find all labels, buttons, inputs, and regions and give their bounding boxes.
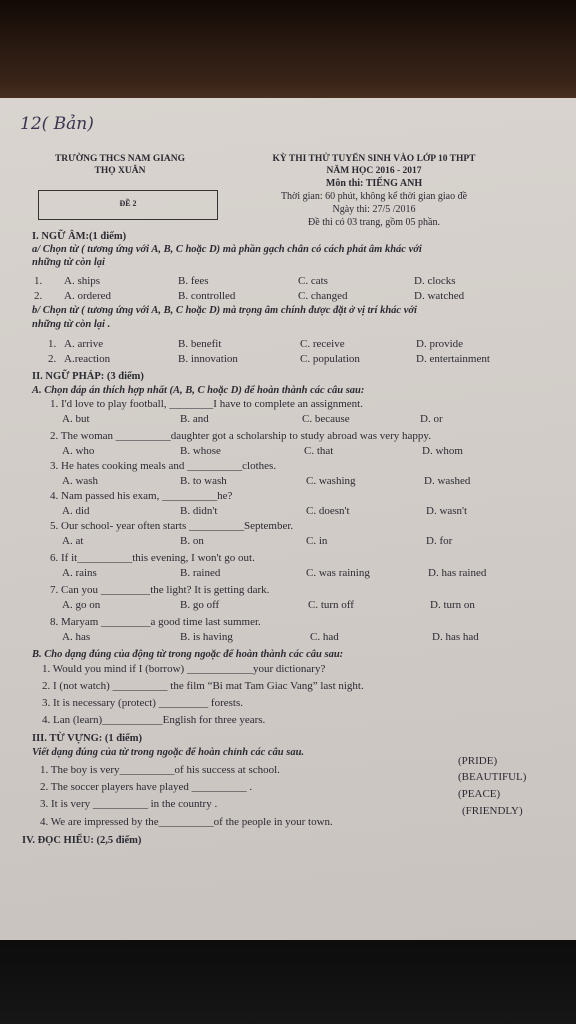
section-3-instruction: Viết dạng đúng của từ trong ngoặc để hoàn chỉnh các câu sau. <box>32 747 305 758</box>
option-a: A. wash <box>62 475 99 487</box>
answer-row <box>0 567 576 581</box>
option-c: C. that <box>304 445 334 457</box>
answer-row <box>0 505 576 519</box>
option-a: A. rains <box>62 567 97 579</box>
option-d: D. clocks <box>414 275 456 287</box>
option-c: C. turn off <box>308 599 354 611</box>
answer-row <box>0 475 576 489</box>
option-c: C. receive <box>300 338 345 350</box>
list-item: 2. The soccer players have played __________ . <box>40 781 253 793</box>
question-text: 5. Our school- year often starts __________September. <box>50 520 294 532</box>
question-row <box>0 338 576 352</box>
answer-row <box>0 535 576 549</box>
question-text: 6. If it__________this evening, I won't go out. <box>50 552 255 564</box>
option-a: A. at <box>62 535 84 547</box>
option-c: C. population <box>300 353 360 365</box>
option-a: A. but <box>62 413 90 425</box>
exam-code-box <box>38 190 218 220</box>
question-number: 2. <box>34 290 43 302</box>
option-c: C. changed <box>298 290 348 302</box>
exam-paper <box>0 98 576 940</box>
option-b: B. whose <box>180 445 221 457</box>
question-text: 3. He hates cooking meals and __________clothes. <box>50 460 277 472</box>
section-2b-instruction: B. Cho dạng đúng của động từ trong ngoặc để hoàn thành các câu sau: <box>32 649 344 660</box>
exam-subject: Môn thi: TIẾNG ANH <box>325 178 423 189</box>
list-item: 2. I (not watch) __________ the film “Bi mat Tam Giac Vang” last night. <box>42 680 364 692</box>
option-c: C. was raining <box>306 567 370 579</box>
section-2a-instruction: A. Chọn đáp án thích hợp nhất (A, B, C hoặc D) để hoàn thành các câu sau: <box>32 385 365 396</box>
section-4-title: IV. ĐỌC HIỂU: (2,5 điểm) <box>22 835 142 846</box>
word-hint: (PEACE) <box>458 788 501 800</box>
school-name: TRƯỜNG THCS NAM GIANG <box>54 154 186 164</box>
option-b: B. rained <box>180 567 221 579</box>
option-b: B. didn't <box>180 505 218 517</box>
option-b: B. go off <box>180 599 220 611</box>
exam-pages: Đề thi có 03 trang, gồm 05 phần. <box>308 217 440 228</box>
option-a: A. has <box>62 631 91 643</box>
question-text: 2. The woman __________daughter got a scholarship to study abroad was very happy. <box>50 430 431 442</box>
question-text: 4. Nam passed his exam, __________he? <box>50 490 233 502</box>
option-b: B. controlled <box>178 290 236 302</box>
option-c: C. doesn't <box>306 505 350 517</box>
option-a: A. ships <box>64 275 101 287</box>
option-c: C. because <box>302 413 350 425</box>
option-d: D. or <box>420 413 443 425</box>
section-2-title: II. NGỮ PHÁP: (3 điểm) <box>32 371 144 382</box>
option-a: A. arrive <box>64 338 104 350</box>
answer-row <box>0 631 576 645</box>
option-c: C. had <box>310 631 339 643</box>
list-item: 4. We are impressed by the__________of the people in your town. <box>40 816 333 828</box>
background-wall <box>0 0 576 100</box>
option-d: D. watched <box>414 290 465 302</box>
section-1b-instruction-cont: những từ còn lại . <box>32 319 111 330</box>
section-1a-instruction: a/ Chọn từ ( tương ứng với A, B, C hoặc D) mà phần gạch chân có cách phát âm khác với <box>32 244 422 255</box>
option-d: D. washed <box>424 475 471 487</box>
question-text: 1. I'd love to play football, ________I have to complete an assignment. <box>50 398 363 410</box>
option-a: A. ordered <box>64 290 112 302</box>
section-1a-instruction-cont: những từ còn lại <box>32 257 105 268</box>
option-d: D. provide <box>416 338 464 350</box>
background-table <box>0 935 576 1024</box>
option-d: D. has had <box>432 631 479 643</box>
option-b: B. innovation <box>178 353 238 365</box>
question-row <box>0 290 576 304</box>
option-a: A. go on <box>62 599 101 611</box>
section-3-title: III. TỪ VỰNG: (1 điểm) <box>32 733 142 744</box>
question-number: 1. <box>34 275 43 287</box>
option-b: B. benefit <box>178 338 222 350</box>
answer-row <box>0 599 576 613</box>
option-d: D. wasn't <box>426 505 468 517</box>
option-a: A.reaction <box>64 353 111 365</box>
question-row <box>0 353 576 367</box>
list-item: 1. Would you mind if I (borrow) ____________your dictionary? <box>42 663 326 675</box>
list-item: 1. The boy is very__________of his success at school. <box>40 764 280 776</box>
option-d: D. whom <box>422 445 463 457</box>
option-d: D. has rained <box>428 567 487 579</box>
exam-code: ĐỀ 2 <box>119 199 137 208</box>
handwritten-note: 12( Bản) <box>20 114 94 134</box>
section-1b-instruction: b/ Chọn từ ( tương ứng với A, B, C hoặc D) mà trọng âm chính được đặt ở vị trí khác với <box>32 305 417 316</box>
list-item: 4. Lan (learn)___________English for three years. <box>42 714 266 726</box>
question-number: 2. <box>48 353 57 365</box>
school-year: NĂM HỌC 2016 - 2017 <box>326 166 422 176</box>
answer-row <box>0 413 576 427</box>
question-row <box>0 275 576 289</box>
option-a: A. who <box>62 445 95 457</box>
option-a: A. did <box>62 505 90 517</box>
answer-row <box>0 445 576 459</box>
option-d: D. entertainment <box>416 353 490 365</box>
school-district: THỌ XUÂN <box>94 166 146 176</box>
list-item: 3. It is necessary (protect) _________ forests. <box>42 697 244 709</box>
option-b: B. on <box>180 535 204 547</box>
question-text: 8. Maryam _________a good time last summer. <box>50 616 261 628</box>
option-b: B. fees <box>178 275 209 287</box>
option-c: C. in <box>306 535 328 547</box>
option-d: D. turn on <box>430 599 475 611</box>
word-hint: (FRIENDLY) <box>462 805 523 817</box>
question-number: 1. <box>48 338 57 350</box>
option-b: B. is having <box>180 631 233 643</box>
exam-title: KỲ THI THỬ TUYỂN SINH VÀO LỚP 10 THPT <box>272 154 476 164</box>
option-c: C. washing <box>306 475 356 487</box>
word-hint: (PRIDE) <box>458 755 498 767</box>
option-b: B. to wash <box>180 475 227 487</box>
exam-time: Thời gian: 60 phút, không kể thời gian giao đề <box>280 191 468 202</box>
exam-date: Ngày thi: 27/5 /2016 <box>332 204 416 215</box>
option-d: D. for <box>426 535 453 547</box>
option-c: C. cats <box>298 275 328 287</box>
list-item: 3. It is very __________ in the country . <box>40 798 218 810</box>
option-b: B. and <box>180 413 209 425</box>
word-hint: (BEAUTIFUL) <box>458 771 527 783</box>
section-1-title: I. NGỮ ÂM:(1 điểm) <box>32 231 127 242</box>
question-text: 7. Can you _________the light? It is getting dark. <box>50 584 270 596</box>
